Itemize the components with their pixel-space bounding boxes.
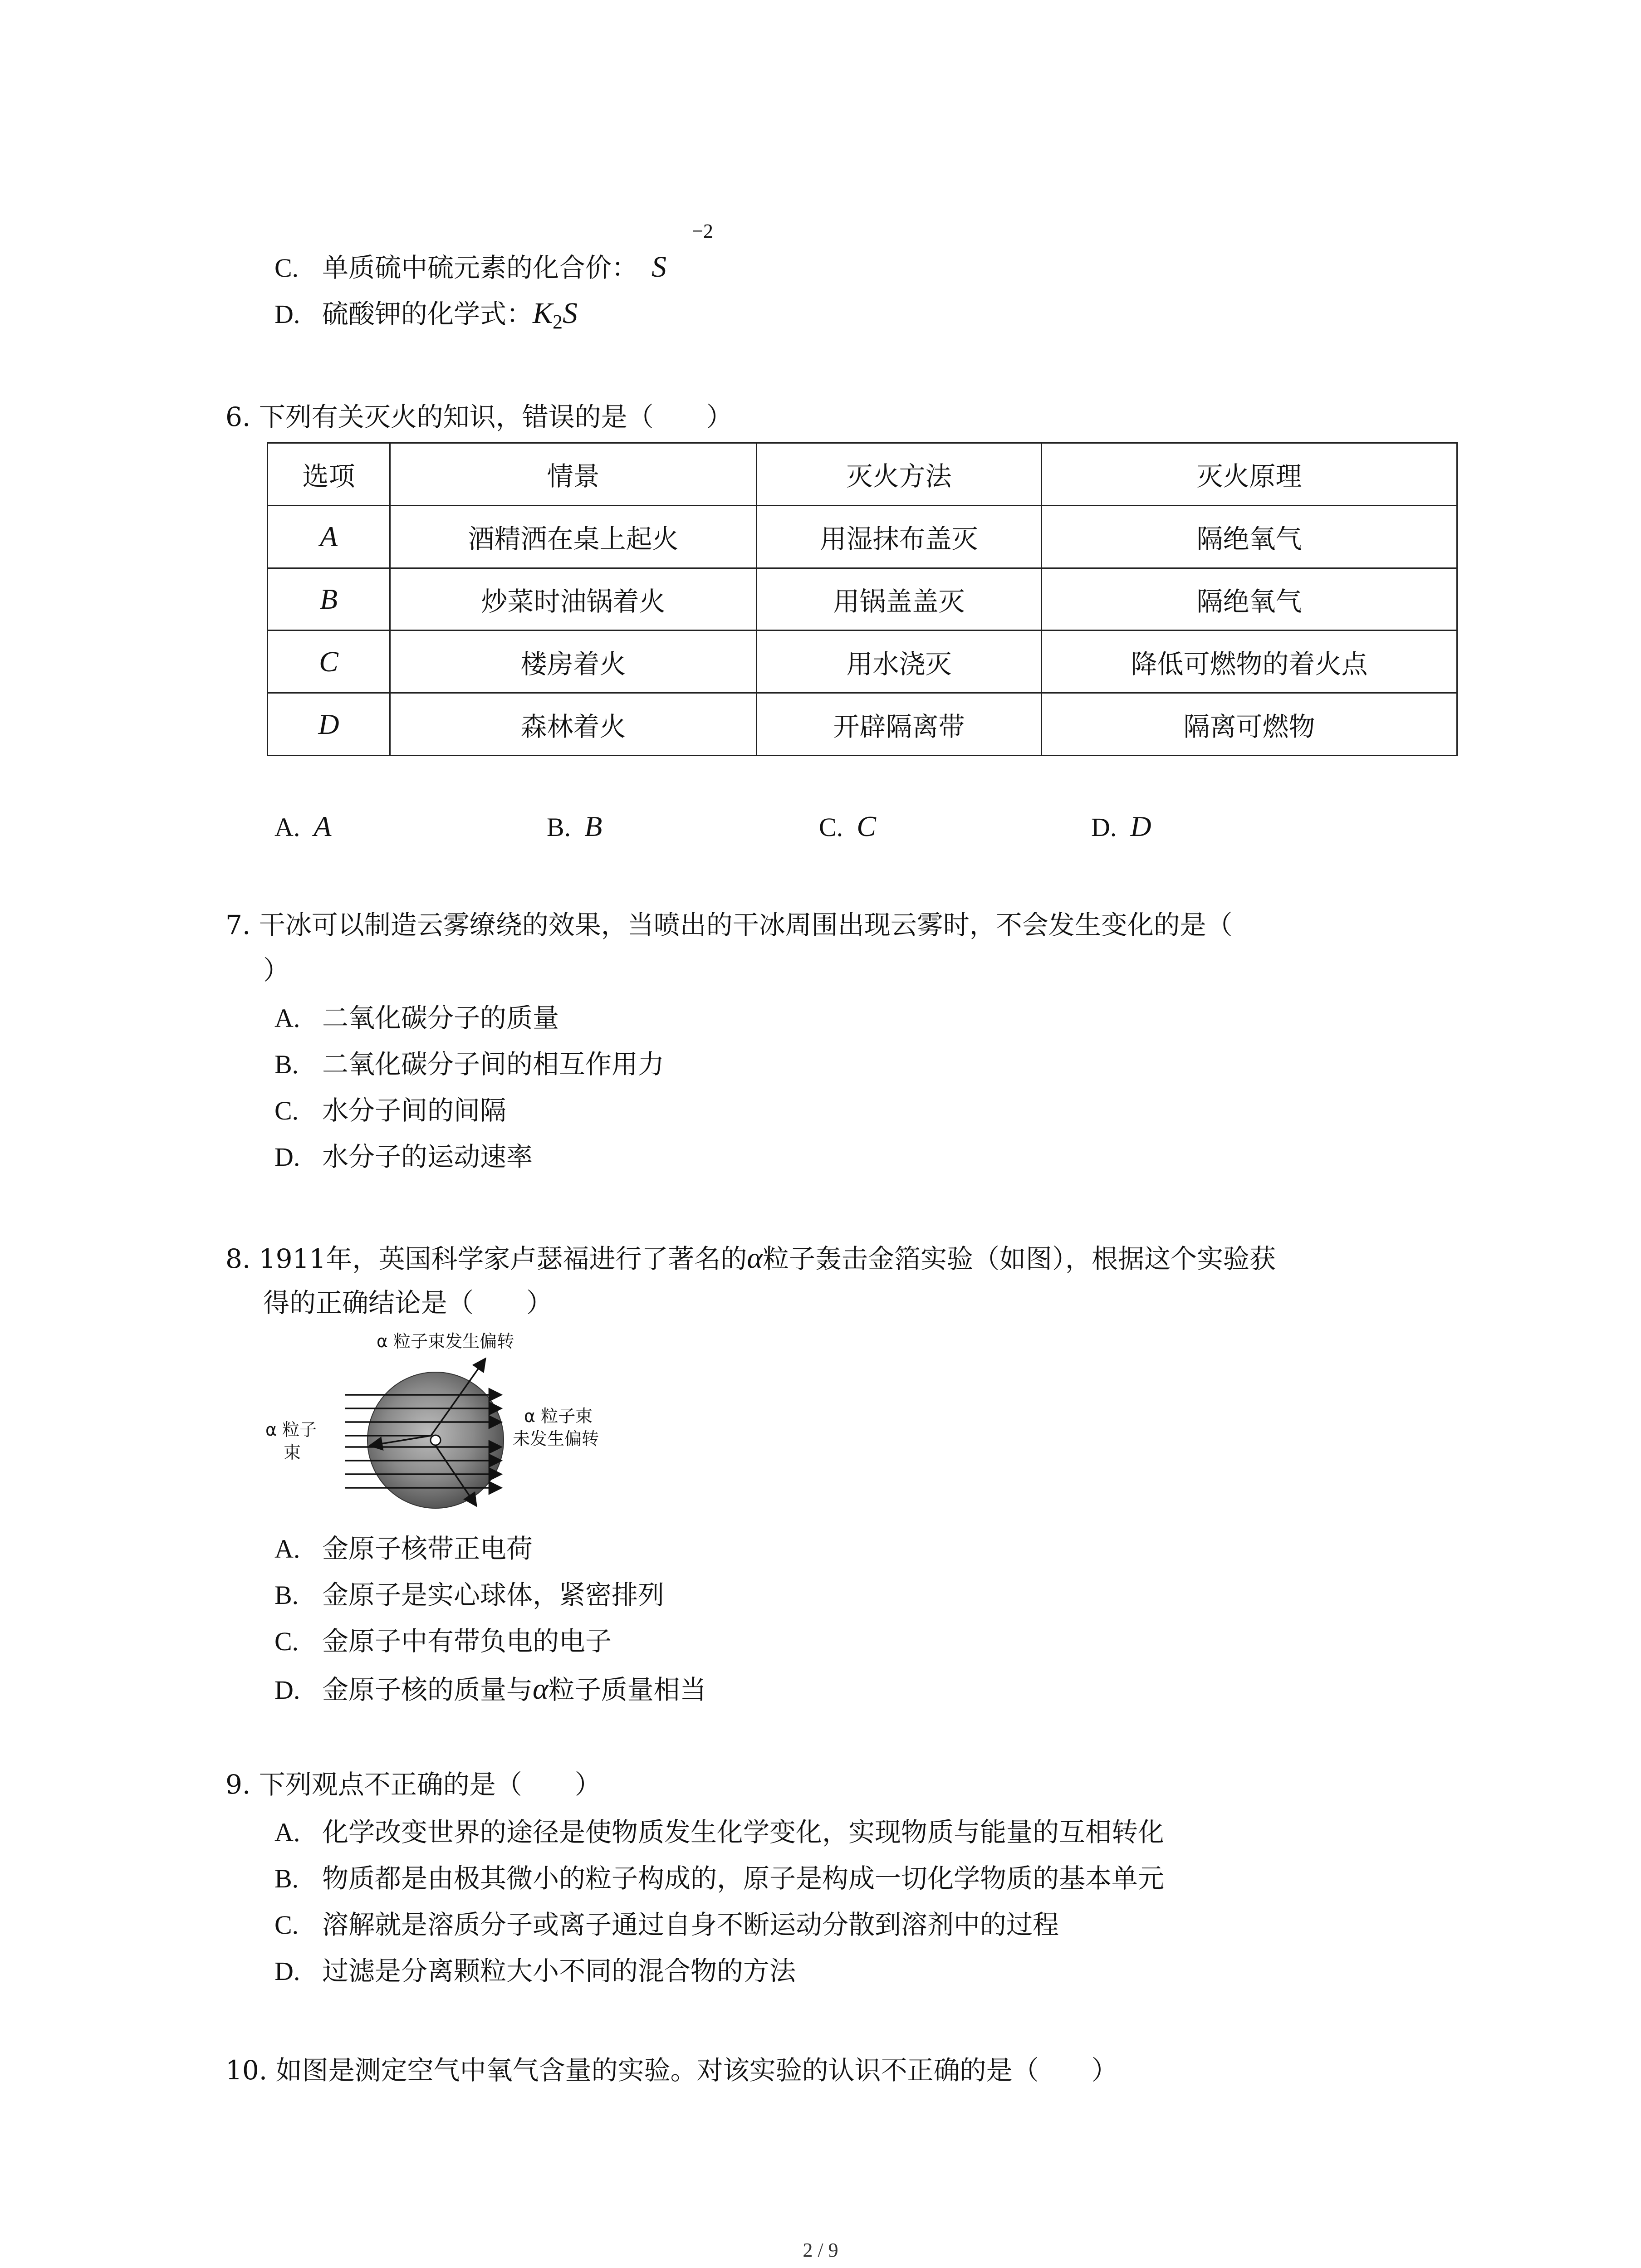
q5-option-c	[274, 252, 666, 282]
table-header: 情景	[390, 443, 757, 506]
option-text: 物质都是由极其微小的粒子构成的，原子是构成一切化学物质的基本单元	[322, 1863, 1165, 1894]
option-text: 金原子中有带负电的电子	[322, 1626, 612, 1657]
table-row	[268, 631, 1457, 693]
alpha-symbol: α	[533, 1672, 549, 1706]
table-cell-scene: 楼房着火	[390, 631, 757, 693]
option-letter: C.	[274, 1096, 299, 1125]
answer-label: B.	[547, 812, 571, 842]
option-text: 单质硫中硫元素的化合价：	[322, 252, 638, 283]
table-cell-principle: 隔离可燃物	[1042, 693, 1457, 756]
table-cell-principle: 降低可燃物的着火点	[1042, 631, 1457, 693]
q7-option-d[interactable]	[274, 1141, 533, 1172]
option-letter: D.	[274, 1956, 300, 1986]
table-cell-scene: 炒菜时油锅着火	[390, 568, 757, 631]
table-row	[268, 693, 1457, 756]
option-text: 水分子间的间隔	[322, 1095, 507, 1126]
page-number: 2 / 9	[803, 2239, 838, 2261]
q8-option-a[interactable]	[274, 1535, 533, 1562]
q7-option-b[interactable]	[274, 1051, 664, 1078]
figure-label-top: α 粒子束发生偏转	[377, 1331, 514, 1351]
table-header: 选项	[268, 443, 390, 506]
table-cell-method: 用锅盖盖灭	[757, 568, 1042, 631]
q7-option-c[interactable]	[274, 1097, 506, 1124]
q9-option-d[interactable]	[274, 1955, 796, 1986]
formula-k: K	[533, 297, 553, 330]
q8-option-b[interactable]	[274, 1579, 665, 1610]
q6-answer-c[interactable]	[819, 812, 876, 841]
table-cell-method: 用湿抹布盖灭	[757, 505, 1042, 568]
answer-label: C.	[819, 812, 843, 842]
answer-value: D	[1130, 810, 1151, 842]
option-text: 金原子核带正电荷	[322, 1533, 533, 1564]
option-letter: C.	[274, 253, 299, 283]
atomic-nucleus	[431, 1435, 441, 1445]
figure-label-right-2: 未发生偏转	[513, 1429, 599, 1449]
formula-s: S	[563, 297, 578, 330]
option-text: 粒子质量相当	[548, 1674, 706, 1705]
q6-answer-a[interactable]	[274, 812, 331, 841]
table-cell-method: 用水浇灭	[757, 631, 1042, 693]
q5-option-d	[274, 298, 578, 332]
q6-answer-b[interactable]	[547, 812, 602, 841]
option-text: 溶解就是溶质分子或离子通过自身不断运动分散到溶剂中的过程	[322, 1909, 1059, 1940]
q8-stem-line2: 得的正确结论是（ ）	[263, 1287, 553, 1318]
table-cell-principle: 隔绝氧气	[1042, 568, 1457, 631]
option-letter: A.	[274, 1818, 300, 1847]
table-cell-method: 开辟隔离带	[757, 693, 1042, 756]
option-letter: A.	[274, 1003, 300, 1033]
table-header: 灭火方法	[757, 443, 1042, 506]
option-text: 二氧化碳分子的质量	[322, 1002, 559, 1033]
option-text: 金原子是实心球体，紧密排列	[322, 1579, 665, 1610]
fire-table	[267, 442, 1458, 756]
table-cell-letter: B	[268, 568, 390, 631]
answer-value: C	[857, 810, 876, 842]
q9-option-c[interactable]	[274, 1911, 1059, 1938]
formula-subscript: 2	[553, 311, 563, 333]
option-letter: C.	[274, 1910, 299, 1940]
valence-superscript: −2	[692, 220, 713, 242]
option-text: 二氧化碳分子间的相互作用力	[322, 1049, 665, 1080]
sulfur-symbol: S	[652, 250, 667, 284]
q10-stem: 10. 如图是测定空气中氧气含量的实验。对该实验的认识不正确的是（ ）	[225, 2055, 1118, 2086]
answer-label: D.	[1091, 812, 1117, 842]
q9-option-a[interactable]	[274, 1819, 1164, 1846]
table-cell-letter: D	[268, 693, 390, 756]
option-text: 化学改变世界的途径是使物质发生化学变化，实现物质与能量的互相转化	[322, 1817, 1165, 1848]
figure-label-right-1: α 粒子束	[524, 1406, 593, 1426]
q7-stem-line2: ）	[263, 955, 290, 986]
option-letter: A.	[274, 1534, 300, 1564]
option-text: 金原子核的质量与	[322, 1674, 533, 1705]
figure-label-left-1: α 粒子	[265, 1420, 317, 1440]
option-letter: B.	[274, 1050, 299, 1079]
option-letter: D.	[274, 1675, 300, 1705]
table-cell-letter: A	[268, 505, 390, 568]
table-cell-letter: C	[268, 631, 390, 693]
q9-option-b[interactable]	[274, 1865, 1164, 1892]
option-letter: B.	[274, 1580, 299, 1610]
table-cell-scene: 酒精洒在桌上起火	[390, 505, 757, 568]
table-row	[268, 505, 1457, 568]
q7-stem-line1: 7. 干冰可以制造云雾缭绕的效果，当喷出的干冰周围出现云雾时，不会发生变化的是（	[225, 909, 1233, 940]
answer-label: A.	[274, 812, 300, 842]
option-letter: B.	[274, 1864, 299, 1893]
figure-label-left-2: 束	[284, 1442, 301, 1462]
option-letter: D.	[274, 299, 300, 329]
option-text: 水分子的运动速率	[322, 1141, 533, 1172]
q7-option-a[interactable]	[274, 1002, 559, 1033]
answer-value: B	[584, 810, 603, 842]
q8-option-c[interactable]	[274, 1628, 612, 1655]
table-cell-scene: 森林着火	[390, 693, 757, 756]
q6-stem: 6. 下列有关灭火的知识，错误的是（ ）	[225, 401, 733, 432]
alpha-symbol: α	[747, 1242, 763, 1275]
q8-stem-line1: 8. 1911年，英国科学家卢瑟福进行了著名的α粒子轰击金箔实验（如图），根据这个实验获	[225, 1242, 1276, 1275]
table-header: 灭火原理	[1042, 443, 1457, 506]
q8-option-d[interactable]	[274, 1674, 706, 1704]
q6-answer-d[interactable]	[1091, 812, 1151, 841]
table-header-row	[268, 443, 1457, 506]
option-letter: C.	[274, 1627, 299, 1656]
table-row	[268, 568, 1457, 631]
option-letter: D.	[274, 1142, 300, 1172]
option-text: 硫酸钾的化学式：	[322, 298, 533, 329]
table-cell-principle: 隔绝氧气	[1042, 505, 1457, 568]
option-text: 过滤是分离颗粒大小不同的混合物的方法	[322, 1955, 796, 1986]
answer-value: A	[314, 810, 332, 842]
q9-stem: 9. 下列观点不正确的是（ ）	[225, 1769, 601, 1800]
rutherford-figure	[263, 1327, 608, 1526]
